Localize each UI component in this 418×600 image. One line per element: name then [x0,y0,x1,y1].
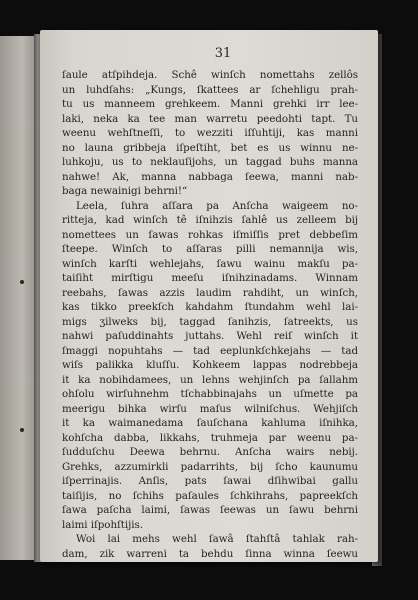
text-line: it ka nobihdamees, un lehns wehjinſch pa ſallahm [62,373,358,386]
paragraph-2 [62,199,358,533]
text-line: ſawa paſcha laimi, ſawas ſeewas un ſawu behrni [62,504,358,516]
text-line: weenu wehſtneſſi, to wezziti iſſuhtiji, kas manni [62,127,358,139]
text-line: Grehks, azzumirkli padarrihts, bij ſcho kaunumu [62,460,358,473]
text-line: ſmaggi nopuhtahs — tad eeplunkſchkejahs — tad [62,344,358,357]
text-line: ſaule atſpihdeja. Schê winſch nomettahs zellôs [62,69,358,81]
paragraph-1 [62,68,358,199]
text-line: Woi lai mehs wehl ſawâ ſtahſtâ tahlak rah- [76,533,358,545]
text-line: nahwi paſuddinahts juttahs. Wehl reiſ winſch it [62,330,358,342]
text-line: nahwe! Ak, manna nabbaga ſeewa, manni nab- [62,170,358,183]
text-line: nomettees un ſawas rohkas iſmiſſis pret debbeſim [62,228,358,241]
text-line: laki, neka ka tee man warretu peedohti tapt. Tu [62,112,358,125]
text-line: no launa gribbeja iſpeſtiht, bet es us winnu ne- [62,141,358,154]
ink-spot [20,428,24,432]
text-line: kohſcha dabba, likkahs, truhmeja par weenu pa- [62,431,358,444]
text-line: ſteepe. Winſch to aſſaras pilli nemannija wis, [62,243,358,255]
text-line: kas tikko preekſch kahdahm ſtundahm wehl lai- [62,301,358,313]
text-line: baga newainigi behrni!“ [62,185,188,197]
ink-spot [20,280,24,284]
text-line: wiſs palikka kluſſu. Kohkeem lappas nodrebbeja [62,359,358,371]
page-number: 31 [214,46,232,61]
text-line: it ka waimanedama ſauſchana kahluma iſnihka, [62,417,358,429]
book-page [40,30,378,562]
text-line: dam, zik warreni ta behdu ſinna winna ſeewu [62,547,358,560]
text-line: taiſiht mirſtigu meeſu iſnihzinadams. Winnam [62,272,358,284]
text-line: tu us manneem grehkeem. Manni grehki irr lee- [62,98,358,110]
text-line: ſudduſchu Deewa behrnu. Anſcha wairs nebij. [62,446,358,458]
text-line: Leela, ſuhra aſſara pa Anſcha waigeem no- [76,199,358,212]
text-line: reebahs, ſawas azzis laudim rahdiht, un winſch, [62,286,358,299]
text-line: luhkoju, us to neklauſijohs, un taggad buhs manna [62,156,358,168]
page-body [62,68,358,561]
text-line: taiſijis, no ſchihs paſaules ſchkihrahs, papreekſch [62,489,358,502]
text-line: un luhdſahs: „Kungs, ſkattees ar ſchehligu prah- [62,83,358,96]
text-line: meerigu bihka wirſu maſus wilniſchus. Wehjiſch [62,402,358,415]
text-line: ohſolu wirſuhnehm tſchabbinajahs un uſmette pa [62,388,358,400]
text-line: winſch karſti wehlejahs, ſawu wainu makſu pa- [62,257,358,270]
paragraph-3 [62,532,358,561]
text-line: ritteja, kad winſch tê iſnihzis ſahlê us zelleem bij [62,214,358,226]
text-line: laimi iſpohſtijis. [62,518,143,531]
text-line: migs ʒilweks bij, taggad ſanihzis, ſatreekts, us [62,315,358,328]
text-line: iſperrinajis. Anſis, pats ſawai dſihwibai gallu [62,475,358,487]
